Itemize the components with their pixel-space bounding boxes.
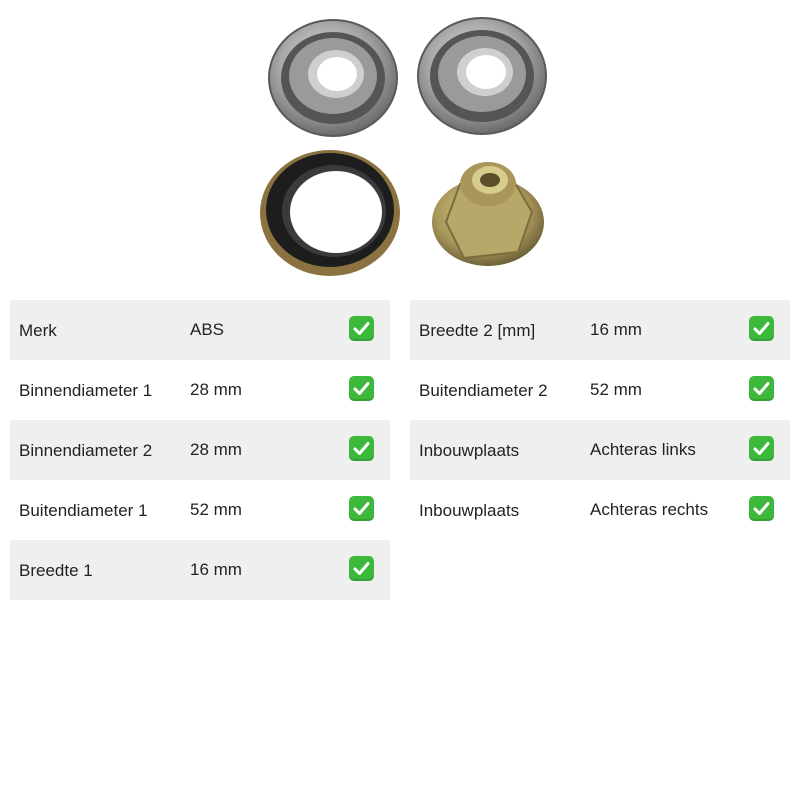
bearing-left-icon [269, 20, 397, 136]
spec-row [10, 300, 390, 360]
spec-value: 52 mm [590, 380, 642, 399]
oil-seal-icon [260, 150, 400, 276]
check-icon [349, 316, 374, 341]
spec-label: Inbouwplaats [419, 501, 520, 520]
spec-label: Buitendiameter 2 [419, 381, 548, 400]
spec-value: 16 mm [190, 560, 242, 579]
check-icon [749, 496, 774, 521]
spec-value: 28 mm [190, 380, 242, 399]
spec-row [10, 480, 390, 540]
spec-value: Achteras rechts [590, 500, 709, 519]
spec-value: 16 mm [590, 320, 642, 339]
spec-value: Achteras links [590, 440, 696, 459]
spec-row [410, 480, 790, 540]
spec-value: ABS [190, 320, 225, 339]
spec-row [10, 360, 390, 420]
spec-row [410, 300, 790, 360]
spec-row [410, 360, 790, 420]
check-icon [349, 376, 374, 401]
check-icon [749, 436, 774, 461]
spec-value: 28 mm [190, 440, 242, 459]
spec-label: Merk [19, 321, 57, 340]
spec-label: Breedte 1 [19, 561, 93, 580]
spec-table-right [410, 300, 790, 540]
check-icon [349, 556, 374, 581]
check-icon [749, 316, 774, 341]
product-photo [250, 8, 550, 280]
check-icon [749, 376, 774, 401]
axle-nut-icon [432, 162, 544, 266]
spec-label: Inbouwplaats [419, 441, 520, 460]
spec-value: 52 mm [190, 500, 242, 519]
spec-row [10, 540, 390, 600]
spec-label: Binnendiameter 1 [19, 381, 153, 400]
check-icon [349, 496, 374, 521]
spec-row [410, 420, 790, 480]
check-icon [349, 436, 374, 461]
spec-label: Breedte 2 [mm] [419, 321, 536, 340]
bearing-right-icon [418, 18, 546, 134]
spec-label: Buitendiameter 1 [19, 501, 148, 520]
spec-label: Binnendiameter 2 [19, 441, 153, 460]
spec-row [10, 420, 390, 480]
spec-table-left [10, 300, 390, 600]
